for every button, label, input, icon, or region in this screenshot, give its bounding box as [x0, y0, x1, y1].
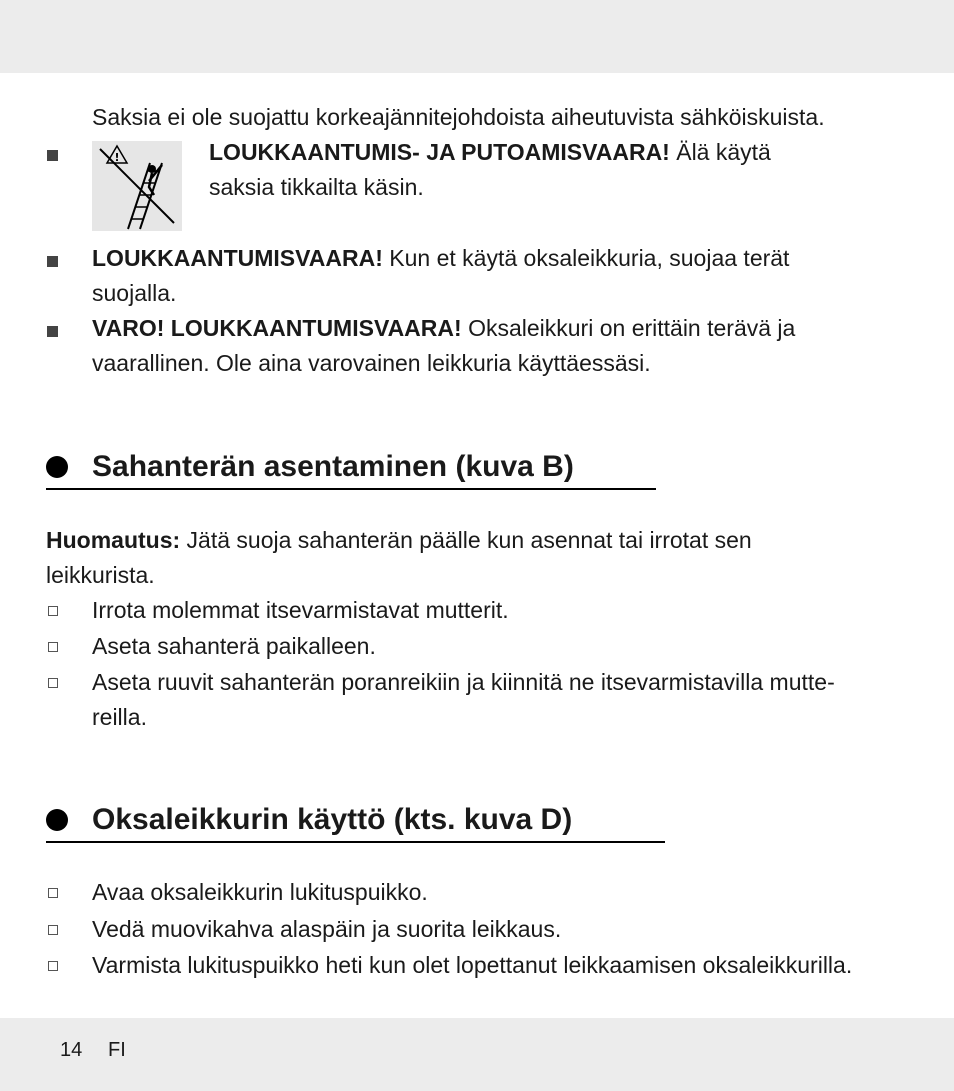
bullet-square — [47, 256, 58, 267]
warning-text: Kun et käytä oksaleikkuria, suojaa terät — [382, 245, 790, 271]
section-heading-1: Sahanterän asentaminen (kuva B) — [92, 450, 574, 483]
checkbox-bullet — [48, 606, 58, 616]
step-item: Aseta ruuvit sahanterän poranreikiin ja kiinnitä ne itsevarmistavilla mutte- — [92, 669, 835, 695]
intro-text: Saksia ei ole suojattu korkeajännitejohdoista aiheutuvista sähköiskuista. — [92, 104, 825, 130]
warning-text-cont: saksia tikkailta käsin. — [209, 174, 424, 200]
heading-underline — [46, 841, 665, 843]
footer-band — [0, 1018, 954, 1091]
warning-text: Oksaleikkuri on erittäin terävä ja — [461, 315, 796, 341]
header-band — [0, 0, 954, 73]
note-text — [46, 523, 752, 558]
warning-label: VARO! LOUKKAANTUMISVAARA! — [92, 315, 462, 341]
page-number: 14 — [60, 1039, 83, 1061]
checkbox-bullet — [48, 888, 58, 898]
warning-text: Älä käytä — [669, 139, 771, 165]
ladder-warning-icon — [92, 141, 182, 231]
section-heading-2: Oksaleikkurin käyttö (kts. kuva D) — [92, 803, 573, 836]
checkbox-bullet — [48, 961, 58, 971]
step-item: Irrota molemmat itsevarmistavat mutterit. — [92, 597, 509, 623]
note-label: Huomautus: — [46, 527, 181, 553]
checkbox-bullet — [48, 925, 58, 935]
warning-label: LOUKKAANTUMIS- JA PUTOAMISVAARA! — [209, 139, 670, 165]
note-text-cont: leikkurista. — [46, 562, 155, 588]
language-code: FI — [108, 1039, 126, 1061]
bullet-square — [47, 326, 58, 337]
warning-item-1 — [209, 135, 771, 170]
step-item: Avaa oksaleikkurin lukituspuikko. — [92, 879, 428, 905]
warning-text-cont: suojalla. — [92, 280, 177, 306]
step-item: Vedä muovikahva alaspäin ja suorita leikkaus. — [92, 916, 562, 942]
note-body: Jätä suoja sahanterän päälle kun asennat tai irrotat sen — [180, 527, 752, 553]
step-item: Aseta sahanterä paikalleen. — [92, 633, 376, 659]
bullet-square — [47, 150, 58, 161]
heading-bullet-dot — [46, 809, 68, 831]
warning-item-2 — [92, 241, 789, 276]
warning-label: LOUKKAANTUMISVAARA! — [92, 245, 383, 271]
warning-text-cont: vaarallinen. Ole aina varovainen leikkuria käyttäessäsi. — [92, 350, 651, 376]
checkbox-bullet — [48, 678, 58, 688]
heading-bullet-dot — [46, 456, 68, 478]
checkbox-bullet — [48, 642, 58, 652]
heading-underline — [46, 488, 656, 490]
step-item-cont: reilla. — [92, 704, 147, 730]
warning-item-3 — [92, 311, 795, 346]
step-item: Varmista lukituspuikko heti kun olet lopettanut leikkaamisen oksaleikkurilla. — [92, 952, 853, 978]
svg-text:!: ! — [114, 151, 120, 164]
